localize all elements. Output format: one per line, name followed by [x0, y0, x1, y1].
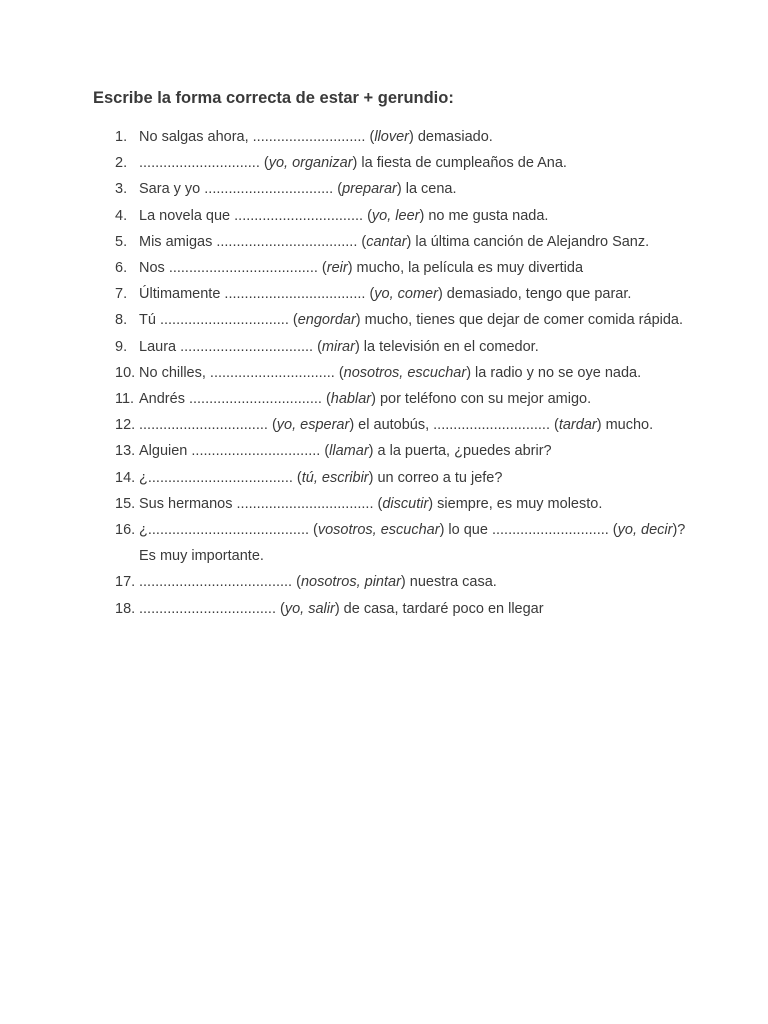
sentence-text: ) de casa, tardaré poco en llegar: [334, 600, 544, 617]
verb-hint: mirar: [321, 338, 355, 355]
sentence-text: ) a la puerta, ¿puedes abrir?: [368, 443, 552, 460]
item-number: 9.: [115, 338, 128, 355]
verb-hint: hablar: [330, 391, 372, 408]
exercise-item: [93, 360, 693, 386]
item-number: 5.: [115, 233, 128, 250]
exercise-item: [93, 465, 693, 491]
sentence-text: ) la fiesta de cumpleaños de Ana.: [352, 155, 567, 172]
sentence-text: Alguien ................................ (: [139, 443, 330, 460]
sentence-text: )? Es muy importante.: [139, 522, 686, 565]
exercise-title: Escribe la forma correcta de estar + gerundio:: [93, 89, 454, 107]
sentence-text: Tú ................................ (: [139, 312, 298, 329]
item-number: 18.: [115, 600, 136, 617]
exercise-item: [93, 438, 693, 464]
verb-hint: yo, esperar: [276, 417, 350, 434]
verb-hint: yo, comer: [374, 286, 438, 303]
exercise-item: [93, 124, 693, 150]
sentence-text: ) mucho.: [596, 417, 654, 434]
exercise-list: [93, 124, 693, 622]
sentence-text: .................................. (: [139, 600, 285, 617]
item-number: 12.: [115, 417, 136, 434]
verb-hint: engordar: [297, 312, 356, 329]
verb-hint: tardar: [558, 417, 597, 434]
sentence-text: Mis amigas ................................... (: [139, 233, 367, 250]
exercise-item: [93, 491, 693, 517]
sentence-text: ...................................... (: [139, 574, 301, 591]
exercise-item: [93, 412, 693, 438]
exercise-item: [93, 307, 693, 333]
sentence-text: ) lo que ............................. (: [439, 522, 618, 539]
sentence-text: ) no me gusta nada.: [419, 207, 549, 224]
document-page: [93, 86, 693, 622]
item-number: 14.: [115, 469, 136, 486]
sentence-text: ) siempre, es muy molesto.: [428, 495, 603, 512]
sentence-text: ¿........................................ (: [139, 522, 318, 539]
item-number: 3.: [115, 181, 128, 198]
sentence-text: Sus hermanos .................................. (: [139, 495, 383, 512]
sentence-text: ) la última canción de Alejandro Sanz.: [406, 233, 650, 250]
item-number: 4.: [115, 207, 128, 224]
exercise-item: [93, 150, 693, 176]
sentence-text: Últimamente ................................... (: [139, 286, 375, 303]
sentence-text: Nos ..................................... (: [139, 260, 327, 277]
exercise-item: [93, 596, 693, 622]
sentence-text: ) el autobús, ............................. (: [349, 417, 559, 434]
exercise-item: [93, 255, 693, 281]
sentence-text: ) por teléfono con su mejor amigo.: [371, 391, 592, 408]
item-number: 15.: [115, 495, 136, 512]
sentence-text: ................................ (: [139, 417, 277, 434]
sentence-text: ) mucho, tienes que dejar de comer comida rápida.: [355, 312, 684, 329]
exercise-item: [93, 176, 693, 202]
verb-hint: nosotros, escuchar: [343, 364, 467, 381]
sentence-text: No chilles, ............................... (: [139, 364, 344, 381]
exercise-item: [93, 281, 693, 307]
item-number: 10.: [115, 364, 136, 381]
item-number: 13.: [115, 443, 136, 460]
item-number: 6.: [115, 260, 128, 277]
item-number: 17.: [115, 574, 136, 591]
exercise-item: [93, 203, 693, 229]
sentence-text: ) la cena.: [396, 181, 457, 198]
sentence-text: La novela que ................................ (: [139, 207, 372, 224]
verb-hint: llover: [374, 129, 409, 145]
sentence-text: ) un correo a tu jefe?: [368, 469, 503, 486]
sentence-text: ) demasiado, tengo que parar.: [437, 286, 632, 303]
item-number: 1.: [115, 129, 128, 145]
verb-hint: yo, leer: [371, 207, 420, 224]
exercise-item: [93, 569, 693, 595]
verb-hint: cantar: [366, 233, 407, 250]
item-number: 7.: [115, 286, 128, 303]
sentence-text: ) la televisión en el comedor.: [354, 338, 539, 355]
sentence-text: Laura ................................. (: [139, 338, 322, 355]
verb-hint: yo, decir: [617, 522, 673, 539]
exercise-item: [93, 334, 693, 360]
sentence-text: ) mucho, la película es muy divertida: [347, 260, 584, 277]
verb-hint: reir: [326, 260, 348, 277]
sentence-text: ¿.................................... (: [139, 469, 302, 486]
item-number: 2.: [115, 155, 128, 172]
verb-hint: yo, salir: [284, 600, 335, 617]
item-number: 11.: [115, 391, 135, 408]
verb-hint: discutir: [382, 495, 429, 512]
sentence-text: ) demasiado.: [408, 129, 493, 145]
exercise-item: [93, 229, 693, 255]
verb-hint: yo, organizar: [268, 155, 353, 172]
verb-hint: llamar: [329, 443, 369, 460]
exercise-item: [93, 517, 693, 569]
sentence-text: No salgas ahora, ............................ (: [139, 129, 375, 145]
sentence-text: Sara y yo ................................ (: [139, 181, 343, 198]
exercise-item: [93, 386, 693, 412]
sentence-text: ) la radio y no se oye nada.: [466, 364, 642, 381]
sentence-text: .............................. (: [139, 155, 269, 172]
verb-hint: preparar: [342, 181, 397, 198]
item-number: 16.: [115, 522, 136, 539]
sentence-text: Andrés ................................. (: [139, 391, 331, 408]
sentence-text: ) nuestra casa.: [400, 574, 497, 591]
item-number: 8.: [115, 312, 128, 329]
verb-hint: tú, escribir: [301, 469, 369, 486]
verb-hint: nosotros, pintar: [300, 574, 401, 591]
verb-hint: vosotros, escuchar: [317, 522, 440, 539]
